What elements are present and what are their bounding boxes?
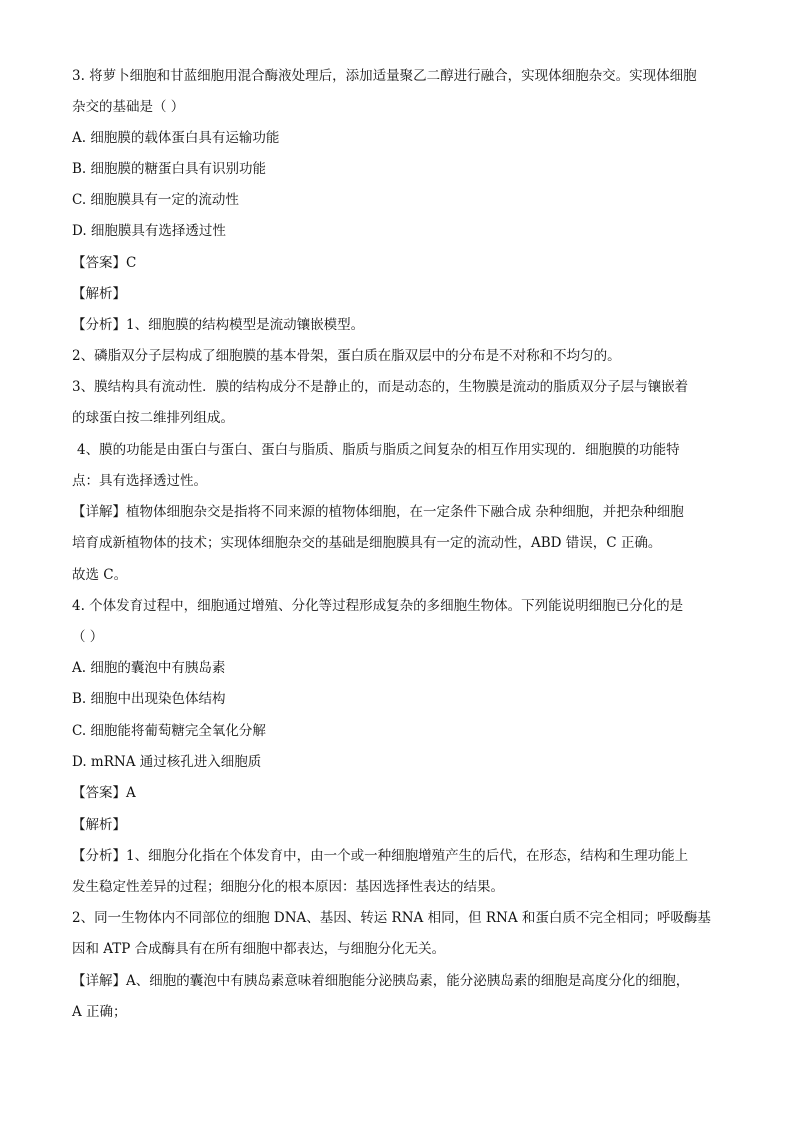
q3-stem-line2: 杂交的基础是（ ） <box>72 99 185 115</box>
q3-option-c: C. 细胞膜具有一定的流动性 <box>72 192 239 208</box>
q4-stem-line2: （ ） <box>72 629 104 645</box>
q3-analysis-2: 2、磷脂双分子层构成了细胞膜的基本骨架，蛋白质在脂双层中的分布是不对称和不均匀的。 <box>72 348 621 364</box>
q3-analysis-3a: 3、膜结构具有流动性．膜的结构成分不是静止的，而是动态的，生物膜是流动的脂质双分子层与镶嵌着 <box>72 379 689 395</box>
q3-analysis-4a: 4、膜的功能是由蛋白与蛋白、蛋白与脂质、脂质与脂质之间复杂的相互作用实现的．细胞膜的功能特 <box>77 442 680 458</box>
q3-answer: 【答案】C <box>72 255 137 271</box>
q3-analysis-1: 【分析】1、细胞膜的结构模型是流动镶嵌模型。 <box>72 317 365 333</box>
q3-analysis-3b: 的球蛋白按二维排列组成。 <box>72 410 234 426</box>
q3-conclusion: 故选 C。 <box>72 567 128 583</box>
q3-option-d: D. 细胞膜具有选择透过性 <box>72 223 226 239</box>
q4-analysis-2b: 因和 ATP 合成酶具有在所有细胞中都表达，与细胞分化无关。 <box>72 941 446 957</box>
q3-analysis-title: 【解析】 <box>72 286 126 302</box>
q4-option-d: D. mRNA 通过核孔进入细胞质 <box>72 754 262 770</box>
q4-option-a: A. 细胞的囊泡中有胰岛素 <box>72 660 226 676</box>
q4-detail-1: 【详解】A、细胞的囊泡中有胰岛素意味着细胞能分泌胰岛素，能分泌胰岛素的细胞是高度分化的细胞， <box>72 973 690 989</box>
q3-analysis-4b: 点：具有选择透过性。 <box>72 473 207 489</box>
q4-option-b: B. 细胞中出现染色体结构 <box>72 691 226 707</box>
q4-detail-2: A 正确； <box>72 1004 127 1020</box>
q4-analysis-2a: 2、同一生物体内不同部位的细胞 DNA、基因、转运 RNA 相同，但 RNA 和蛋白质不完全相同；呼吸酶基 <box>72 910 711 926</box>
q3-option-b: B. 细胞膜的糖蛋白具有识别功能 <box>72 161 267 177</box>
q4-analysis-1a: 【分析】1、细胞分化指在个体发育中，由一个或一种细胞增殖产生的后代，在形态，结构和生理功能上 <box>72 848 689 864</box>
q4-analysis-1b: 发生稳定性差异的过程；细胞分化的根本原因：基因选择性表达的结果。 <box>72 879 504 895</box>
q3-detail-1: 【详解】植物体细胞杂交是指将不同来源的植物体细胞，在一定条件下融合成 杂种细胞，并把杂种细胞 <box>72 504 684 520</box>
q4-stem-line1: 4. 个体发育过程中，细胞通过增殖、分化等过程形成复杂的多细胞生物体。下列能说明细胞已分化的是 <box>72 598 684 614</box>
q4-answer: 【答案】A <box>72 785 136 801</box>
q3-detail-2: 培育成新植物体的技术；实现体细胞杂交的基础是细胞膜具有一定的流动性，ABD 错误，C 正确。 <box>72 535 662 551</box>
q4-analysis-title: 【解析】 <box>72 817 126 833</box>
q3-stem-line1: 3. 将萝卜细胞和甘蓝细胞用混合酶液处理后，添加适量聚乙二醇进行融合，实现体细胞杂交。实现体细胞 <box>72 68 697 84</box>
q4-option-c: C. 细胞能将葡萄糖完全氧化分解 <box>72 723 266 739</box>
q3-option-a: A. 细胞膜的载体蛋白具有运输功能 <box>72 130 280 146</box>
